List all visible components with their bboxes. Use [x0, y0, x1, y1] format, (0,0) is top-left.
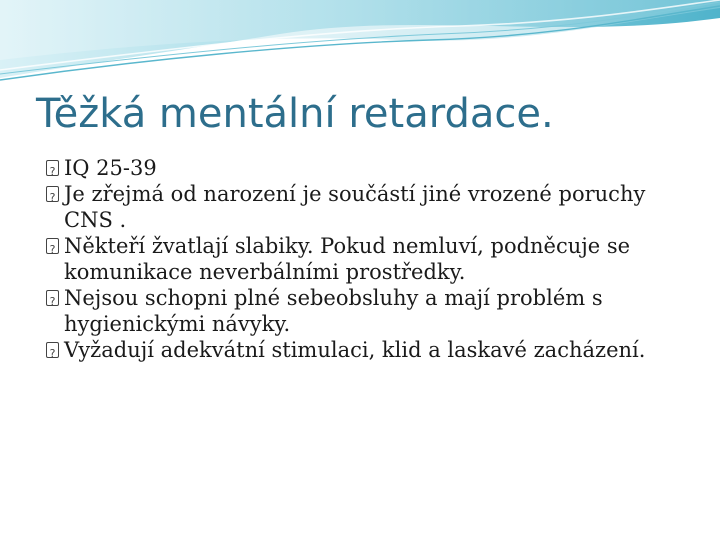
- bullet-glyph-icon: [46, 290, 59, 306]
- bullet-text: IQ 25-39: [64, 156, 157, 180]
- bullet-item: [46, 337, 696, 363]
- bullet-text: Někteří žvatlají slabiky. Pokud nemluví, podněcuje se komunikace neverbálními prostředky.: [64, 234, 631, 284]
- bullet-glyph-icon: [46, 238, 59, 254]
- bullet-glyph-icon: [46, 160, 59, 176]
- bullet-glyph-icon: [46, 342, 59, 358]
- bullet-item: [46, 285, 696, 337]
- bullet-glyph-icon: [46, 186, 59, 202]
- bullet-item: [46, 181, 696, 233]
- bullet-list: [46, 155, 696, 363]
- header-wave-decoration: [0, 0, 720, 90]
- bullet-text: Je zřejmá od narození je součástí jiné vrozené poruchy CNS .: [64, 182, 646, 232]
- bullet-item: [46, 233, 696, 285]
- bullet-text: Vyžadují adekvátní stimulaci, klid a laskavé zacházení.: [64, 338, 646, 362]
- bullet-item: [46, 155, 696, 181]
- bullet-text: Nejsou schopni plné sebeobsluhy a mají problém s hygienickými návyky.: [64, 286, 603, 336]
- slide-title: Těžká mentální retardace.: [36, 91, 554, 137]
